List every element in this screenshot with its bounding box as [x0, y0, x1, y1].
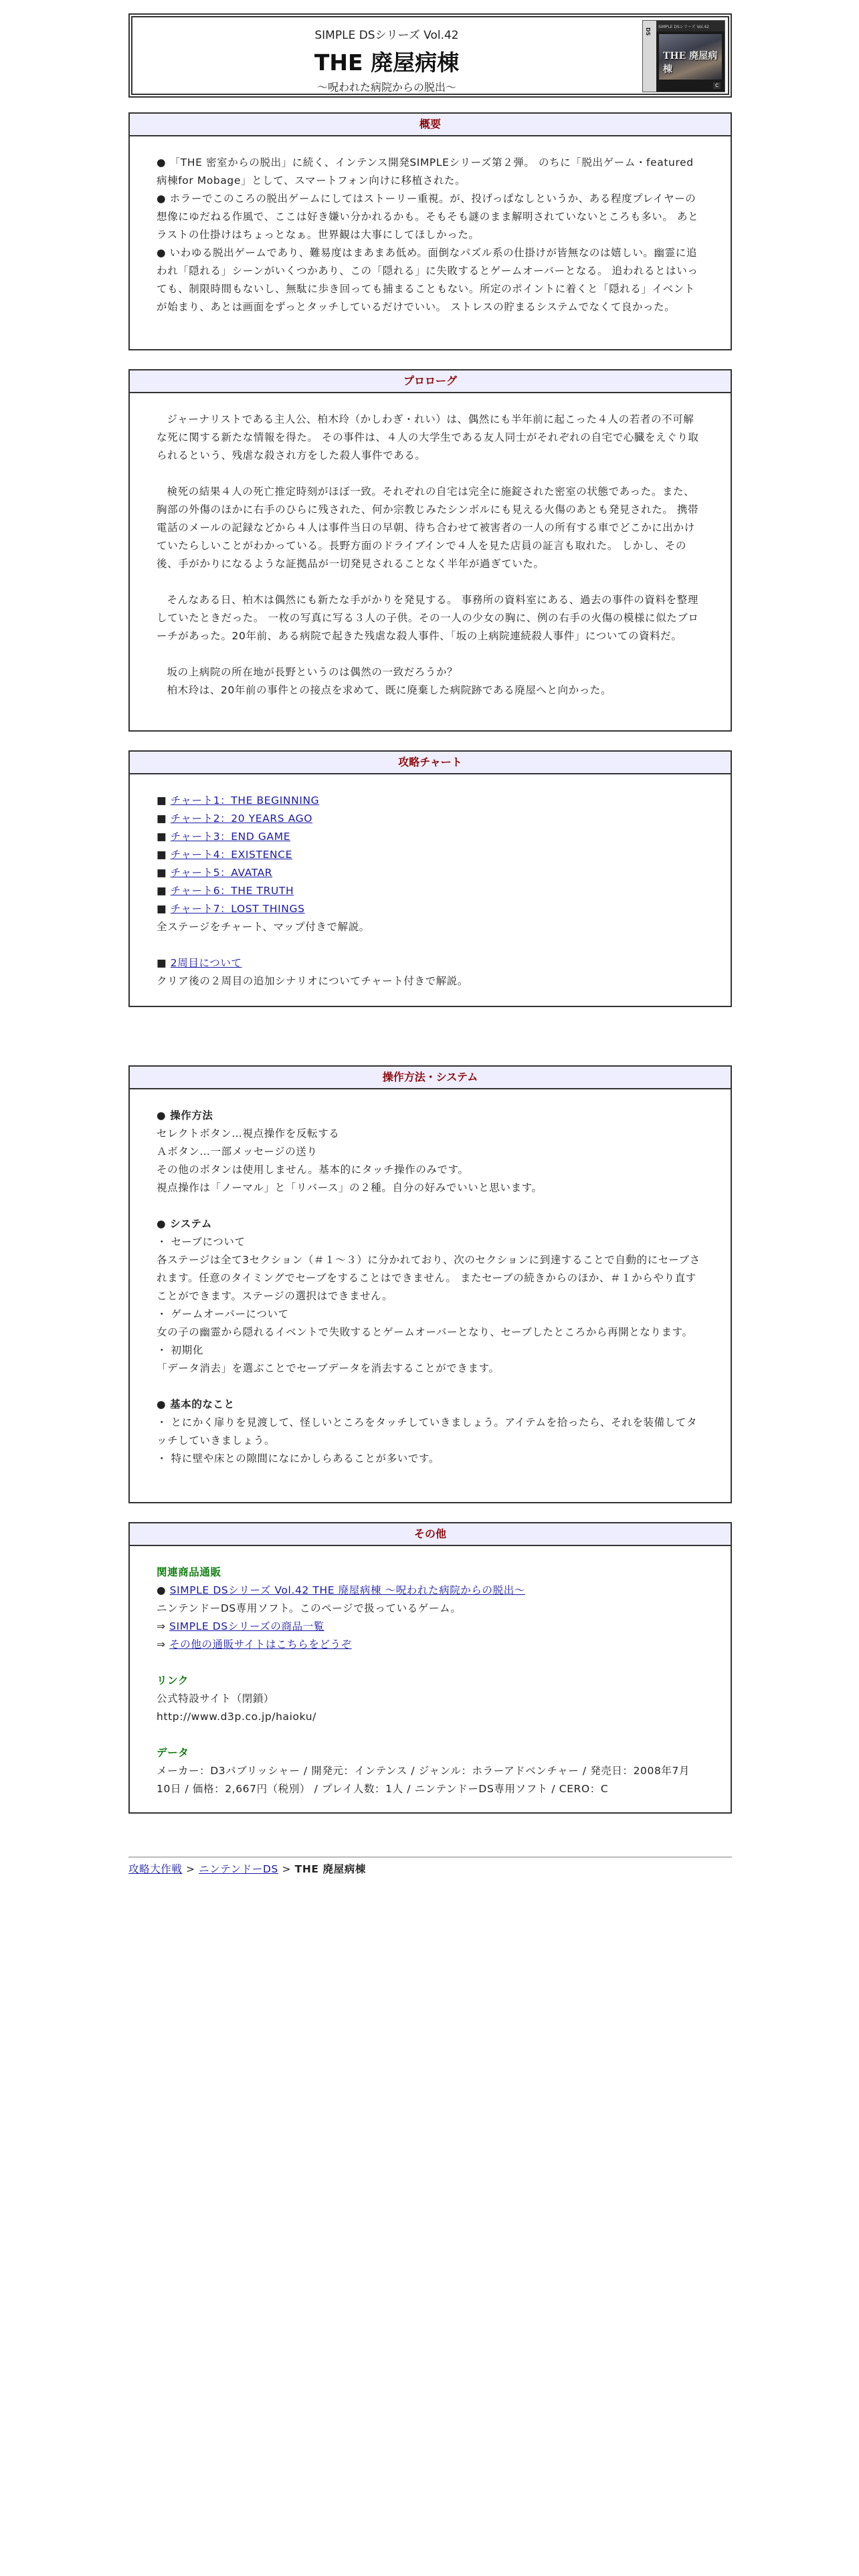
section-heading: その他: [130, 1523, 731, 1546]
chart-list-item: [157, 900, 704, 918]
shop-line: [157, 1636, 704, 1654]
chart-link-3[interactable]: チャート3：END GAME: [170, 831, 291, 843]
box-spine: DS: [643, 21, 656, 92]
section-heading: プロローグ: [130, 370, 731, 393]
save-text: 各ステージは全て3セクション（＃１〜３）に分かれており、次のセクションに到達することで自動的にセーブされます。任意のタイミングでセーブをすることはできません。 またセーブの続きからのほか、＃１からやり直すことができます。ステージの選択はできません。: [157, 1254, 700, 1302]
page-header: [128, 13, 732, 98]
links-heading: リンク: [157, 1675, 189, 1687]
controls-line: 視点操作は「ノーマル」と「リバース」の２種。自分の好みでいいと思います。: [157, 1182, 543, 1194]
basics-line: ・ 特に壁や床との隙間になにかしらあることが多いです。: [157, 1453, 440, 1465]
series-list-link[interactable]: SIMPLE DSシリーズの商品一覧: [169, 1620, 324, 1632]
second-playthrough-link[interactable]: 2周目について: [170, 957, 242, 969]
overview-paragraph: ● 「THE 密室からの脱出」に続く、インテンス開発SIMPLEシリーズ第２弾。 のちに「脱出ゲーム・featured病棟for Mobage」として、スマートフォン向けに移植された。: [157, 156, 694, 187]
chart-list-item: [157, 864, 704, 882]
square-bullet-icon: ■: [157, 957, 167, 969]
game-box-art: [642, 20, 725, 92]
chart-list-item: [157, 792, 704, 810]
other-shops-link[interactable]: その他の通販サイトはこちらをどうぞ: [169, 1638, 352, 1650]
gameover-text: 女の子の幽霊から隠れるイベントで失敗するとゲームオーバーとなり、セーブしたところから再開となります。: [157, 1326, 693, 1338]
chart-link-7[interactable]: チャート7：LOST THINGS: [170, 903, 305, 915]
prologue-paragraph: そんなある日、柏木は偶然にも新たな手がかりを発見する。 事務所の資料室にある、過去の事件の資料を整理していたときだった。 一枚の写真に写る３人の子供。その一人の少女の胸に、例の右手の火傷の模様に似たブローチがあった。20年前、ある病院で起きた残虐な殺人事件、「坂の上病院連続殺人事件」についての資料だ。: [157, 594, 699, 642]
breadcrumb-current: THE 廃屋病棟: [294, 1863, 366, 1875]
section-heading: 攻略チャート: [130, 752, 731, 774]
related-products-heading: 関連商品通販: [157, 1566, 221, 1578]
controls-line: その他のボタンは使用しません。基本的にタッチ操作のみです。: [157, 1164, 469, 1176]
basics-heading: ● 基本的なこと: [157, 1398, 235, 1410]
controls-line: Ａボタン…一部メッセージの送り: [157, 1146, 318, 1158]
controls-heading: ● 操作方法: [157, 1109, 213, 1121]
breadcrumb: [128, 1862, 366, 1876]
prologue-paragraph: ジャーナリストである主人公、柏木玲（かしわぎ・れい）は、偶然にも半年前に起こった４人の若者の不可解な死に関する新たな情報を得た。 その事件は、４人の大学生である友人同士がそれぞれの自宅で心臓をえぐり取られるという、残虐な殺され方をした殺人事件である。: [157, 413, 699, 461]
rating-badge: C: [713, 82, 721, 89]
breadcrumb-separator: >: [186, 1863, 195, 1875]
chart-list-item: [157, 846, 704, 864]
chart-list-item: [157, 828, 704, 846]
square-bullet-icon: ■: [157, 885, 167, 897]
chart-list-item: [157, 810, 704, 828]
chart-link-6[interactable]: チャート6：THE TRUTH: [170, 885, 294, 897]
square-bullet-icon: ■: [157, 794, 167, 807]
square-bullet-icon: ■: [157, 867, 167, 879]
series-list-line: [157, 1618, 704, 1636]
product-note: ニンテンドーDS専用ソフト。このページで扱っているゲーム。: [157, 1602, 462, 1614]
controls-system-section: [128, 1065, 732, 1503]
gameover-label: ・ ゲームオーバーについて: [157, 1308, 289, 1320]
data-heading: データ: [157, 1747, 189, 1759]
save-label: ・ セーブについて: [157, 1236, 246, 1248]
overview-section: [128, 112, 732, 350]
official-site-url: http://www.d3p.co.jp/haioku/: [157, 1711, 316, 1723]
system-heading: ● システム: [157, 1218, 212, 1230]
arrow-icon: ⇒: [157, 1620, 166, 1632]
box-band: SIMPLE DSシリーズ Vol.42: [656, 21, 725, 31]
chart-list-item: [157, 882, 704, 900]
prologue-paragraph: 柏木玲は、20年前の事件との接点を求めて、既に廃棄した病院跡である廃屋へと向かった。: [167, 684, 612, 696]
second-playthrough-note: クリア後の２周目の追加シナリオについてチャート付きで解説。: [157, 975, 468, 987]
page-title: THE 廃屋病棟: [314, 49, 460, 76]
box-logo: THE 廃屋病棟: [663, 51, 718, 75]
controls-line: セレクトボタン…視点操作を反転する: [157, 1128, 340, 1140]
overview-paragraph: ● いわゆる脱出ゲームであり、難易度はまあまあ低め。面倒なパズル系の仕掛けが皆無なのは嬉しい。幽霊に追われ「隠れる」シーンがいくつかあり、この「隠れる」に失敗するとゲームオーバーとなる。 追われるとはいっても、制限時間もないし、無駄に歩き回っても捕まることもない。所定のポイントに着くと「隠れる」イベントが始まり、あとは画面をずっとタッチしているだけでいい。 ストレスの貯まるシステムでなくて良かった。: [157, 247, 698, 313]
other-section: [128, 1522, 732, 1814]
footer-divider: [128, 1856, 732, 1858]
section-heading: 操作方法・システム: [130, 1067, 731, 1089]
overview-paragraph: ● ホラーでこのころの脱出ゲームにしてはストーリー重視。が、投げっぱなしというか、ある程度プレイヤーの想像にゆだねる作風で、ここは好き嫌い分かれるかも。そもそも謎のまま解明されていないところも多い。 あとラストの仕掛けはちょっとなぁ。世界観は大事にしてほしかった。: [157, 193, 699, 241]
page-subtitle: 〜呪われた病院からの脱出〜: [316, 81, 456, 94]
prologue-section: [128, 369, 732, 732]
square-bullet-icon: ■: [157, 831, 167, 843]
arrow-icon: ⇒: [157, 1638, 166, 1650]
official-site-label: 公式特設サイト（閉鎖）: [157, 1693, 275, 1705]
chart-list-item: [157, 954, 704, 972]
section-heading: 概要: [130, 114, 731, 136]
prologue-paragraph: 坂の上病院の所在地が長野というのは偶然の一致だろうか？: [167, 666, 458, 678]
chart-note: 全ステージをチャート、マップ付きで解説。: [157, 921, 370, 933]
breadcrumb-home-link[interactable]: 攻略大作戦: [128, 1863, 183, 1875]
prologue-paragraph: 検死の結果４人の死亡推定時刻がほぼ一致。それぞれの自宅は完全に施錠された密室の状態であった。また、胸部の外傷のほかに右手のひらに残された、何か宗教じみたシンボルにも見える火傷のあとも発見された。 携帯電話のメールの記録などから４人は事件当日の早朝、待ち合わせて被害者の一人の所有する車でどこかに出かけていたらしいことがわかっている。長野方面のドライブインで４人を見た店員の証言も取れた。 しかし、その後、手がかりになるような証拠品が一切発見されることなく半年が過ぎていた。: [157, 486, 699, 570]
init-label: ・ 初期化: [157, 1344, 203, 1356]
square-bullet-icon: ■: [157, 849, 167, 861]
square-bullet-icon: ■: [157, 903, 167, 915]
breadcrumb-platform-link[interactable]: ニンテンドーDS: [199, 1863, 278, 1875]
series-name: SIMPLE DSシリーズ Vol.42: [314, 29, 459, 42]
basics-line: ・ とにかく扉りを見渡して、怪しいところをタッチしていきましょう。アイテムを拾ったら、それを装備してタッチしていきましょう。: [157, 1416, 698, 1446]
init-text: 「データ消去」を選ぶことでセーブデータを消去することができます。: [157, 1362, 500, 1374]
chart-link-2[interactable]: チャート2：20 YEARS AGO: [170, 813, 313, 825]
chart-link-5[interactable]: チャート5：AVATAR: [170, 867, 273, 879]
product-line: ● SIMPLE DSシリーズ Vol.42 THE 廃屋病棟 〜呪われた病院からの脱出〜: [157, 1584, 525, 1596]
chart-link-1[interactable]: チャート1：THE BEGINNING: [170, 794, 320, 807]
walkthrough-chart-section: [128, 750, 732, 1007]
product-link[interactable]: SIMPLE DSシリーズ Vol.42 THE 廃屋病棟 〜呪われた病院からの脱出〜: [169, 1584, 525, 1596]
breadcrumb-separator: >: [282, 1863, 292, 1875]
game-data-text: メーカー：D3パブリッシャー / 開発元：インテンス / ジャンル：ホラーアドベンチャー / 発売日：2008年7月10日 / 価格：2,667円（税別） / プレイ人数：1人 / ニンテンドーDS専用ソフト / CERO：C: [157, 1765, 690, 1795]
chart-link-4[interactable]: チャート4：EXISTENCE: [170, 849, 292, 861]
square-bullet-icon: ■: [157, 813, 167, 825]
